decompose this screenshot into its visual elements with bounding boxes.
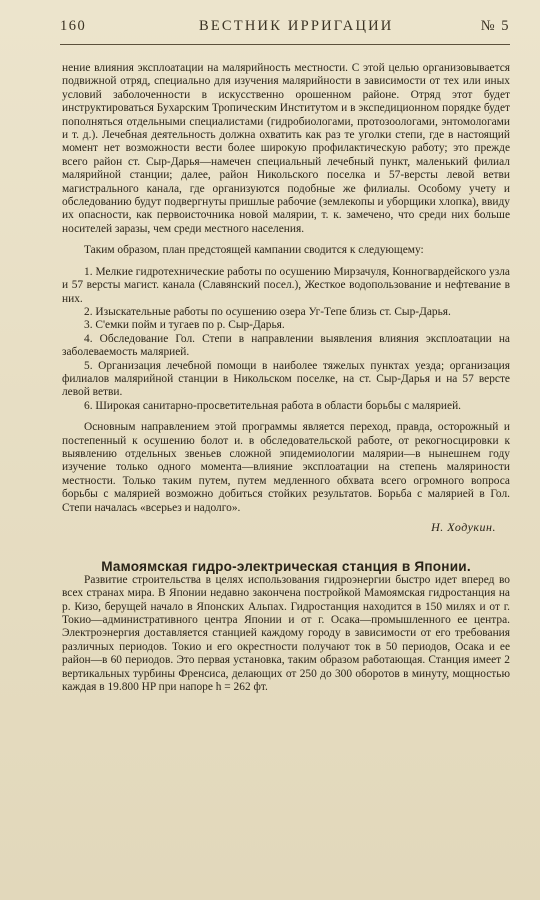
article2-paragraph: Развитие строительства в целях использования гидроэнергии быстро идет вперед во всех странах мира. В Японии недавно закончена постройкой Мамоямская гидростанция на р. Кизо, берущей начало в Японских Альпах. Гидростанция находится в 150 милях и от г. Токио—административного центра Японии и от г. Осака—промышленного ее центра. Электроэнергия доставляется станцией каждому городу в зависимости от его требования различных периодов. Токио и его окрестности получают ток в 50 периодов, Осака и ее район—в 60 периодов. Это первая установка, таким образом работающая. Станция имеет 2 вертикальных турбины Френсиса, делающих от 250 до 300 оборотов в минуту, мощностью каждая в 19.800 HP при напоре h = 262 фт. <box>62 573 510 694</box>
list-item-4: 4. Обследование Гол. Степи в направлении выявления влияния эксплоатации на заболеваемость малярией. <box>62 332 510 359</box>
running-header <box>22 10 510 40</box>
article1-paragraph-1: нение влияния эксплоатации на малярийность местности. С этой целью организовывается подвижной отряд, специально для изучения малярийности в зависимости от тех или иных условий заболоченности в искусственно орошенном районе. Отряд этот будет инструктироваться Бухарским Тропическим Институтом и в экспедиционном порядке будет пополняться отдельными специалистами (гидробиологами, протозоологами, энтомологами и т. д.). Лечебная деятельность должна охватить как раз те уголки степи, где в настоящий момент нет возможности вести более широкую профилактическую работу; это прежде всего район ст. Сыр-Дарья—намечен специальный лечебный пункт, маленький филиал малярийной станции; далее, район Никольского поселка и 57-версты левой ветви магистрального канала, где организуются подобные же филиалы. Особому учету и обследованию будут подвергнуты пришлые рабочие (землекопы и уборщики хлопка), ввиду их опасности, как первоисточника новой малярии, т. к. замечено, что среди них больше носителей заразы, чем среди местного населения. <box>62 62 510 235</box>
list-item-3: 3. С'емки пойм и тугаев по р. Сыр-Дарья. <box>84 319 285 332</box>
header-rule <box>60 44 510 45</box>
page-number: 160 <box>60 18 87 34</box>
article2-title: Мамоямская гидро-электрическая станция в Японии. <box>101 559 471 575</box>
list-item-6: 6. Широкая санитарно-просветительная работа в области борьбы с малярией. <box>84 399 462 412</box>
list-item-2: 2. Изыскательные работы по осушению озера Уг-Тепе близь ст. Сыр-Дарья. <box>84 305 451 318</box>
list-item-1: 1. Мелкие гидротехнические работы по осушению Мирзачуля, Конногвардейского узла и 57 версты магист. канала (Славянский посел.), Жесткое водопользование и нефтевание в них. <box>62 265 510 305</box>
issue-number: № 5 <box>480 18 510 34</box>
article1-paragraph-2: Таким образом, план предстоящей кампании сводится к следующему: <box>84 244 424 257</box>
page-body <box>62 62 510 694</box>
author-signature: Н. Ходукин. <box>431 520 496 534</box>
journal-title: ВЕСТНИК ИРРИГАЦИИ <box>199 18 394 34</box>
list-item-5: 5. Организация лечебной помощи в наиболее тяжелых пунктах уезда; организация филиалов малярийной станции в Никольском поселке, на ст. Сыр-Дарья и на 57 версте левой ветви. <box>62 359 510 399</box>
article1-closing-paragraph: Основным направлением этой программы является переход, правда, осторожный и постепенный к осушению болот и. в обследовательской работе, от рекогносцировки к выявлению отдельных звеньев сложной эпидемиологии малярии—в нынешнем году изучение только одного момента—влияние эксплоатации на степень маляриности местности. Только таким путем, путем медленного обхвата всего огромного вопроса борьбы с малярией возможно добиться стойких результатов. Борьба с малярией в Гол. Степи началась «всерьез и надолго». <box>62 421 510 514</box>
